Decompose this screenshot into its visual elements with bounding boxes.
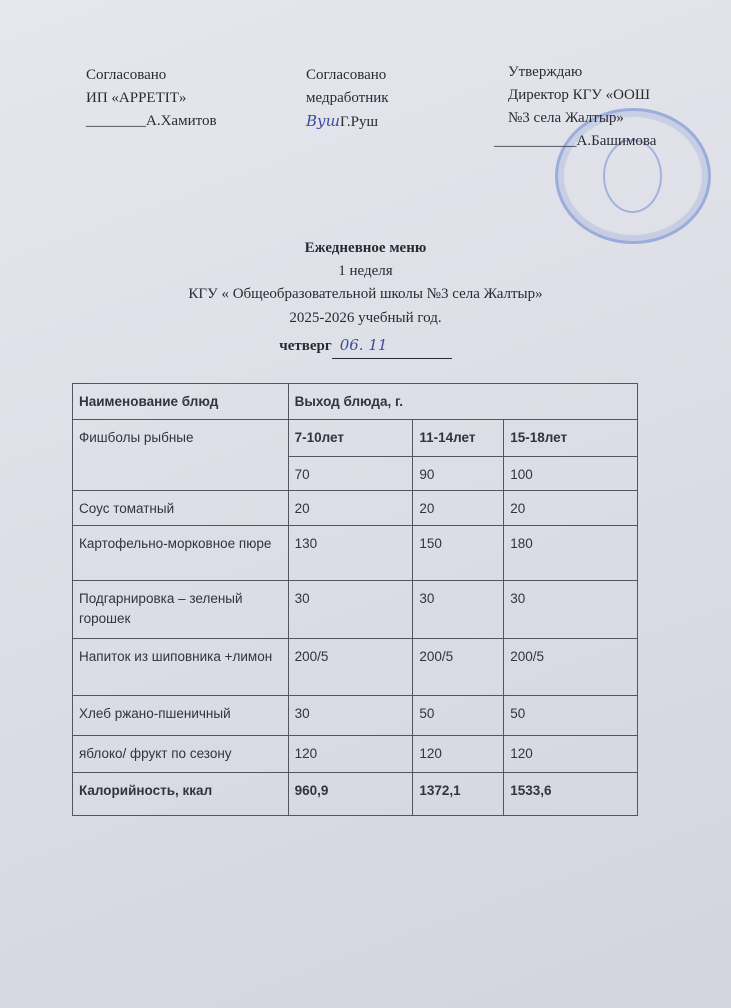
portion-value: 120 bbox=[504, 736, 638, 773]
portion-value: 180 bbox=[504, 526, 638, 581]
table-row bbox=[73, 581, 638, 639]
week-label: 1 неделя bbox=[338, 263, 393, 279]
signature-line: ___________А.Башимова bbox=[494, 133, 657, 149]
day-line bbox=[0, 333, 731, 359]
approval-label: Согласовано bbox=[306, 67, 387, 83]
table-row bbox=[73, 696, 638, 736]
portion-value: 150 bbox=[413, 526, 504, 581]
portion-value: 120 bbox=[288, 736, 413, 773]
dish-name: яблоко/ фрукт по сезону bbox=[73, 736, 289, 773]
portion-value: 30 bbox=[413, 581, 504, 639]
calories-value: 1372,1 bbox=[413, 773, 504, 816]
total-row bbox=[73, 773, 638, 816]
school-name: КГУ « Общеобразовательной школы №3 села Жалтыр» bbox=[188, 286, 543, 302]
approval-label: Согласовано bbox=[86, 67, 167, 83]
dish-name: Фишболы рыбные bbox=[73, 420, 289, 491]
dish-name: Картофельно-морковное пюре bbox=[73, 526, 289, 581]
portion-value: 50 bbox=[413, 696, 504, 736]
approval-director bbox=[494, 61, 657, 153]
approval-role: медработник bbox=[306, 90, 389, 106]
approval-org: ИП «APPETIT» bbox=[86, 90, 187, 106]
approval-role: Директор КГУ «ООШ bbox=[508, 87, 650, 103]
signer-name: Г.Руш bbox=[339, 114, 379, 130]
portion-value: 30 bbox=[288, 696, 413, 736]
portion-value: 20 bbox=[504, 491, 638, 526]
approval-label: Утверждаю bbox=[508, 64, 583, 80]
dish-name: Подгарнировка – зеленый горошек bbox=[73, 581, 289, 639]
calories-value: 960,9 bbox=[288, 773, 413, 816]
portion-value: 200/5 bbox=[288, 639, 413, 696]
menu-table bbox=[72, 383, 638, 816]
portion-value: 30 bbox=[288, 581, 413, 639]
approval-appetit bbox=[86, 64, 217, 133]
age-group: 7-10лет bbox=[288, 420, 413, 457]
portion-value: 70 bbox=[288, 457, 413, 491]
dish-name: Соус томатный bbox=[73, 491, 289, 526]
portion-value: 20 bbox=[288, 491, 413, 526]
table-row bbox=[73, 639, 638, 696]
day-date-field bbox=[332, 333, 452, 359]
table-row bbox=[73, 736, 638, 773]
signature-line: ________А.Хамитов bbox=[86, 113, 217, 129]
dish-name: Хлеб ржано-пшеничный bbox=[73, 696, 289, 736]
handwritten-signature: Вуш bbox=[306, 112, 340, 130]
table-header-row bbox=[73, 384, 638, 420]
day-date: 06. 11 bbox=[339, 336, 388, 354]
header-dish-name: Наименование блюд bbox=[73, 384, 289, 420]
page-title: Ежедневное меню bbox=[304, 240, 427, 256]
approval-medic bbox=[306, 64, 389, 134]
portion-value: 30 bbox=[504, 581, 638, 639]
portion-value: 20 bbox=[413, 491, 504, 526]
portion-value: 90 bbox=[413, 457, 504, 491]
approval-org: №3 села Жалтыр» bbox=[508, 110, 624, 126]
portion-value: 100 bbox=[504, 457, 638, 491]
day-label: четверг bbox=[279, 338, 332, 354]
portion-value: 200/5 bbox=[504, 639, 638, 696]
table-row bbox=[73, 526, 638, 581]
header-output: Выход блюда, г. bbox=[288, 384, 637, 420]
portion-value: 200/5 bbox=[413, 639, 504, 696]
portion-value: 120 bbox=[413, 736, 504, 773]
table-row bbox=[73, 491, 638, 526]
school-year: 2025-2026 учебный год. bbox=[289, 310, 442, 326]
portion-value: 50 bbox=[504, 696, 638, 736]
portion-value: 130 bbox=[288, 526, 413, 581]
age-group: 15-18лет bbox=[504, 420, 638, 457]
calories-label: Калорийность, ккал bbox=[73, 773, 289, 816]
calories-value: 1533,6 bbox=[504, 773, 638, 816]
table-row bbox=[73, 420, 638, 457]
age-group: 11-14лет bbox=[413, 420, 504, 457]
dish-name: Напиток из шиповника +лимон bbox=[73, 639, 289, 696]
